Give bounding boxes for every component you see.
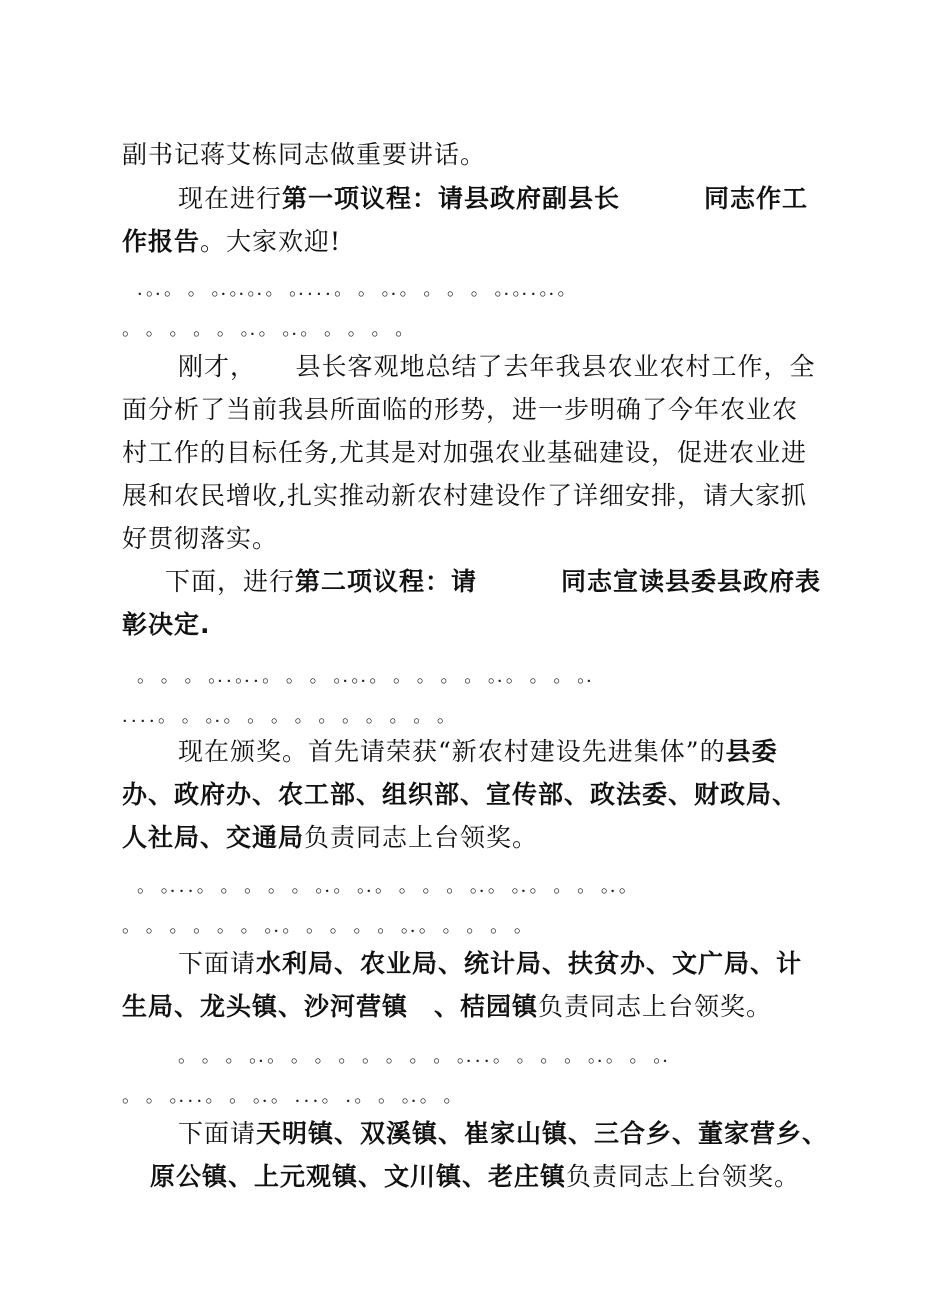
award-2-line-1: [178, 947, 802, 981]
text: 。大家欢迎!: [200, 227, 342, 256]
dots: ．．．．。 。 。．。 。 。 。 。 。 。 。 。 。: [122, 706, 455, 727]
text: 同志作工: [704, 184, 809, 213]
dots: 。 。 。．．．。 。 。．。 ．．．。 ．。 。 。．。 。: [122, 1086, 462, 1107]
award-2-line-2: [122, 990, 772, 1024]
dots: ．。．。 。 。．。．。．。 。．．．．。 。 。．。 。 。 。 。．。．．。．。: [137, 279, 576, 300]
dotted-separator-1b: [122, 313, 413, 347]
text: 天明镇、双溪镇、崔家山镇、三合乡、董家营乡、: [256, 1119, 829, 1148]
dotted-separator-2b: [122, 700, 455, 734]
text: 副书记蒋艾栋同志做重要讲话。: [122, 140, 487, 169]
dotted-separator-1a: [137, 273, 576, 307]
agenda-item-2-line-2: [122, 608, 211, 642]
dotted-separator-4b: [122, 1080, 462, 1114]
text: 彰决定.: [122, 610, 211, 639]
text: 生局、龙头镇、沙河营镇 、桔园镇: [122, 992, 539, 1021]
text: 下面，进行: [165, 567, 296, 596]
award-1-line-2: [122, 778, 798, 812]
text: 作报告: [122, 227, 201, 256]
text: 现在进行: [178, 184, 283, 213]
text: 负责同志上台领奖。: [304, 823, 539, 852]
award-3-line-2: [150, 1160, 800, 1194]
text: 负责同志上台领奖。: [566, 1162, 801, 1191]
text: 水利局、农业局、统计局、扶贫办、文广局、计: [256, 949, 803, 978]
text: 刚才， 县长客观地总结了去年我县农业农村工作，全: [178, 352, 816, 381]
award-3-line-1: [178, 1117, 828, 1151]
summary-line-3: [122, 436, 807, 470]
text: 负责同志上台领奖。: [538, 992, 773, 1021]
agenda-item-1-line-2: [122, 225, 341, 259]
text: 展和农民增收,扎实推动新农村建设作了详细安排，请大家抓: [122, 481, 807, 510]
dotted-separator-4a: [178, 1040, 680, 1074]
dots: 。 。 。 。 。 。 。．。 。 。 。 。 。．。 。 。 。 。: [122, 916, 532, 937]
agenda-item-1-label: 第一项议程：请县政府副县长: [282, 184, 621, 213]
text: 县委: [725, 737, 778, 766]
award-1-line-3: [122, 821, 538, 855]
dotted-separator-3b: [122, 910, 532, 944]
text: 下面请: [178, 1119, 257, 1148]
agenda-item-2-line-1: [165, 565, 821, 599]
text: 现在颁奖。首先请荣获“新农村建设先进集体”的: [178, 737, 726, 766]
dotted-separator-3a: [137, 870, 637, 904]
text: 办、政府办、农工部、组织部、宣传部、政法委、财政局、: [122, 780, 799, 809]
agenda-item-2-label: 第二项议程：请: [295, 567, 478, 596]
dots: 。 。 。 。 。 。．。 。．。 。 。 。 。: [122, 319, 414, 340]
agenda-item-1-line-1: [178, 182, 808, 216]
summary-line-5: [122, 522, 278, 556]
summary-line-1: [178, 350, 816, 384]
text: 好贯彻落实。: [122, 524, 279, 553]
text: 人社局、交通局: [122, 823, 305, 852]
summary-line-4: [122, 479, 807, 513]
text: 村工作的目标任务,尤其是对加强农业基础建设，促进农业进: [122, 438, 807, 467]
dotted-separator-2a: [137, 660, 604, 694]
text: 同志宣读县委县政府表: [561, 567, 822, 596]
award-1-line-1: [178, 735, 778, 769]
dots: 。 。．．．。 。 。 。 。 。．。 。．。 。 。 。 。．。 。．。 。 。 。．。: [137, 876, 637, 897]
text: 下面请: [178, 949, 257, 978]
dots: 。 。 。 。．。 。 。 。 。 。 。 。 。．．．。 。 。 。 。．。 。 。．: [178, 1046, 681, 1067]
text: 面分析了当前我县所面临的形势，进一步明确了今年农业农: [122, 395, 799, 424]
summary-line-2: [122, 393, 798, 427]
text: 原公镇、上元观镇、文川镇、老庄镇: [150, 1162, 567, 1191]
paragraph-speech-line: [122, 138, 486, 172]
dots: 。 。 。 。．．。．．。 。 。 。．。．。 。 。 。 。 。．。 。 。 。．: [137, 666, 605, 687]
